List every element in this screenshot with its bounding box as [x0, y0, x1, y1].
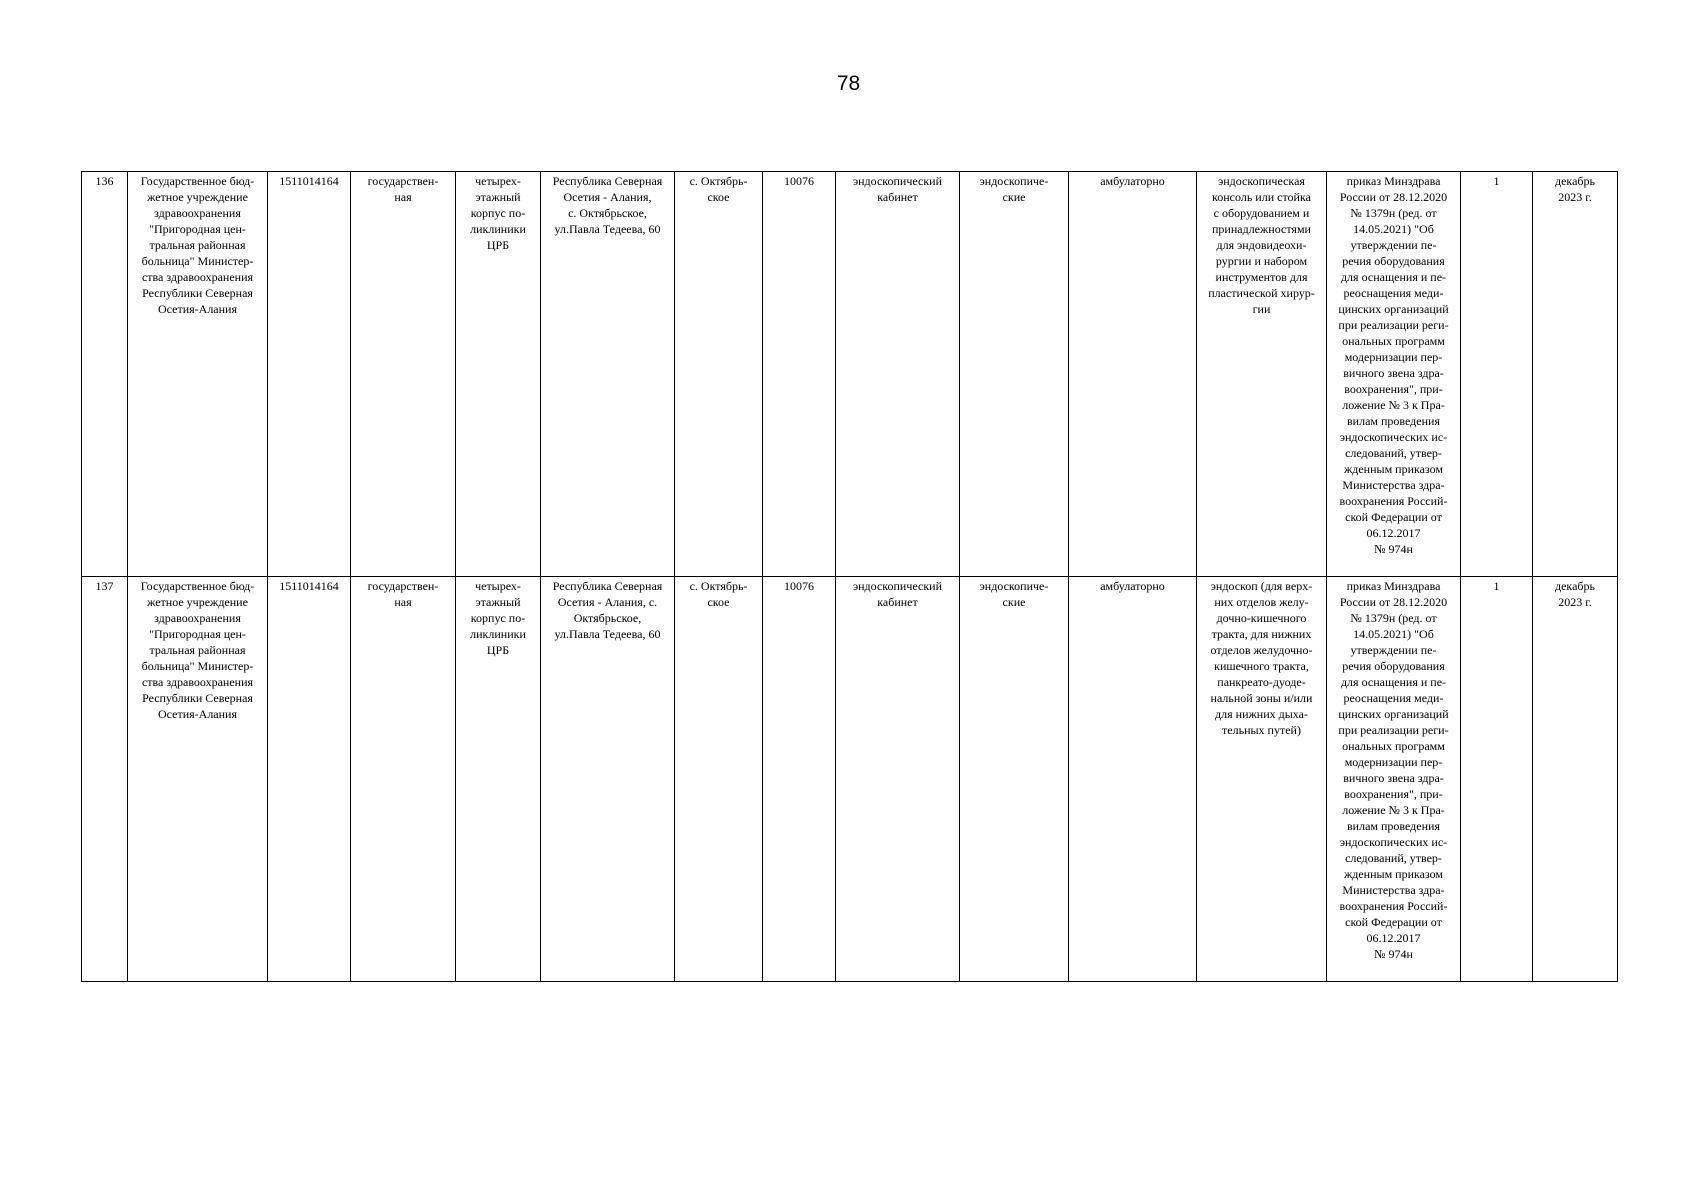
cell-row-number: 137	[82, 577, 128, 982]
cell-inn: 1511014164	[268, 172, 351, 577]
cell-condition: амбулаторно	[1069, 577, 1197, 982]
cell-settlement: с. Октябрь- ское	[675, 577, 763, 982]
cell-row-number: 136	[82, 172, 128, 577]
cell-equipment: эндоскопическая консоль или стойка с оборудованием и принадлежностями для эндовидеохи- рургии и набором инструментов для пластической хирур- гии	[1197, 172, 1327, 577]
cell-quantity: 1	[1461, 577, 1533, 982]
cell-profile: эндоскопиче- ские	[960, 172, 1069, 577]
cell-legal-basis: приказ Минздрава России от 28.12.2020 № 1379н (ред. от 14.05.2021) "Об утверждении пе- речия оборудования для оснащения и пе- реоснащения меди- цинских организаций при реализации реги- ональных программ модернизации пер- вичного звена здра- воохранения", при- ложение № 3 к Пра- вилам проведения эндоскопических ис- следований, утвер- жденным приказом Министерства здра- воохранения Россий- ской Федерации от 06.12.2017 № 974н	[1327, 577, 1461, 982]
cell-code: 10076	[763, 577, 836, 982]
cell-address: Республика Северная Осетия - Алания, с. Октябрьское, ул.Павла Тедеева, 60	[541, 172, 675, 577]
cell-building: четырех- этажный корпус по- ликлиники ЦРБ	[456, 172, 541, 577]
cell-ownership: государствен- ная	[351, 172, 456, 577]
cell-condition: амбулаторно	[1069, 172, 1197, 577]
cell-quantity: 1	[1461, 172, 1533, 577]
cell-building: четырех- этажный корпус по- ликлиники ЦРБ	[456, 577, 541, 982]
cell-legal-basis: приказ Минздрава России от 28.12.2020 № 1379н (ред. от 14.05.2021) "Об утверждении пе- речия оборудования для оснащения и пе- реоснащения меди- цинских организаций при реализации реги- ональных программ модернизации пер- вичного звена здра- воохранения", при- ложение № 3 к Пра- вилам проведения эндоскопических ис- следований, утвер- жденным приказом Министерства здра- воохранения Россий- ской Федерации от 06.12.2017 № 974н	[1327, 172, 1461, 577]
cell-date: декабрь 2023 г.	[1533, 577, 1618, 982]
cell-profile: эндоскопиче- ские	[960, 577, 1069, 982]
cell-equipment: эндоскоп (для верх- них отделов желу- дочно-кишечного тракта, для нижних отделов желудочно- кишечного тракта, панкреато-дуоде- нальной зоны и/или для нижних дыха- тельных путей)	[1197, 577, 1327, 982]
cell-address: Республика Северная Осетия - Алания, с. Октябрьское, ул.Павла Тедеева, 60	[541, 577, 675, 982]
page-number: 78	[836, 72, 861, 95]
cell-organization: Государственное бюд- жетное учреждение здравоохранения "Пригородная цен- тральная районная больница" Министер- ства здравоохранения Республики Северная Осетия-Алания	[128, 172, 268, 577]
cell-ownership: государствен- ная	[351, 577, 456, 982]
cell-settlement: с. Октябрь- ское	[675, 172, 763, 577]
cell-code: 10076	[763, 172, 836, 577]
cell-unit: эндоскопический кабинет	[836, 172, 960, 577]
table-row	[82, 577, 1618, 982]
cell-organization: Государственное бюд- жетное учреждение здравоохранения "Пригородная цен- тральная районная больница" Министер- ства здравоохранения Республики Северная Осетия-Алания	[128, 577, 268, 982]
equipment-registry-table	[81, 171, 1618, 982]
table-row	[82, 172, 1618, 577]
cell-unit: эндоскопический кабинет	[836, 577, 960, 982]
cell-inn: 1511014164	[268, 577, 351, 982]
cell-date: декабрь 2023 г.	[1533, 172, 1618, 577]
